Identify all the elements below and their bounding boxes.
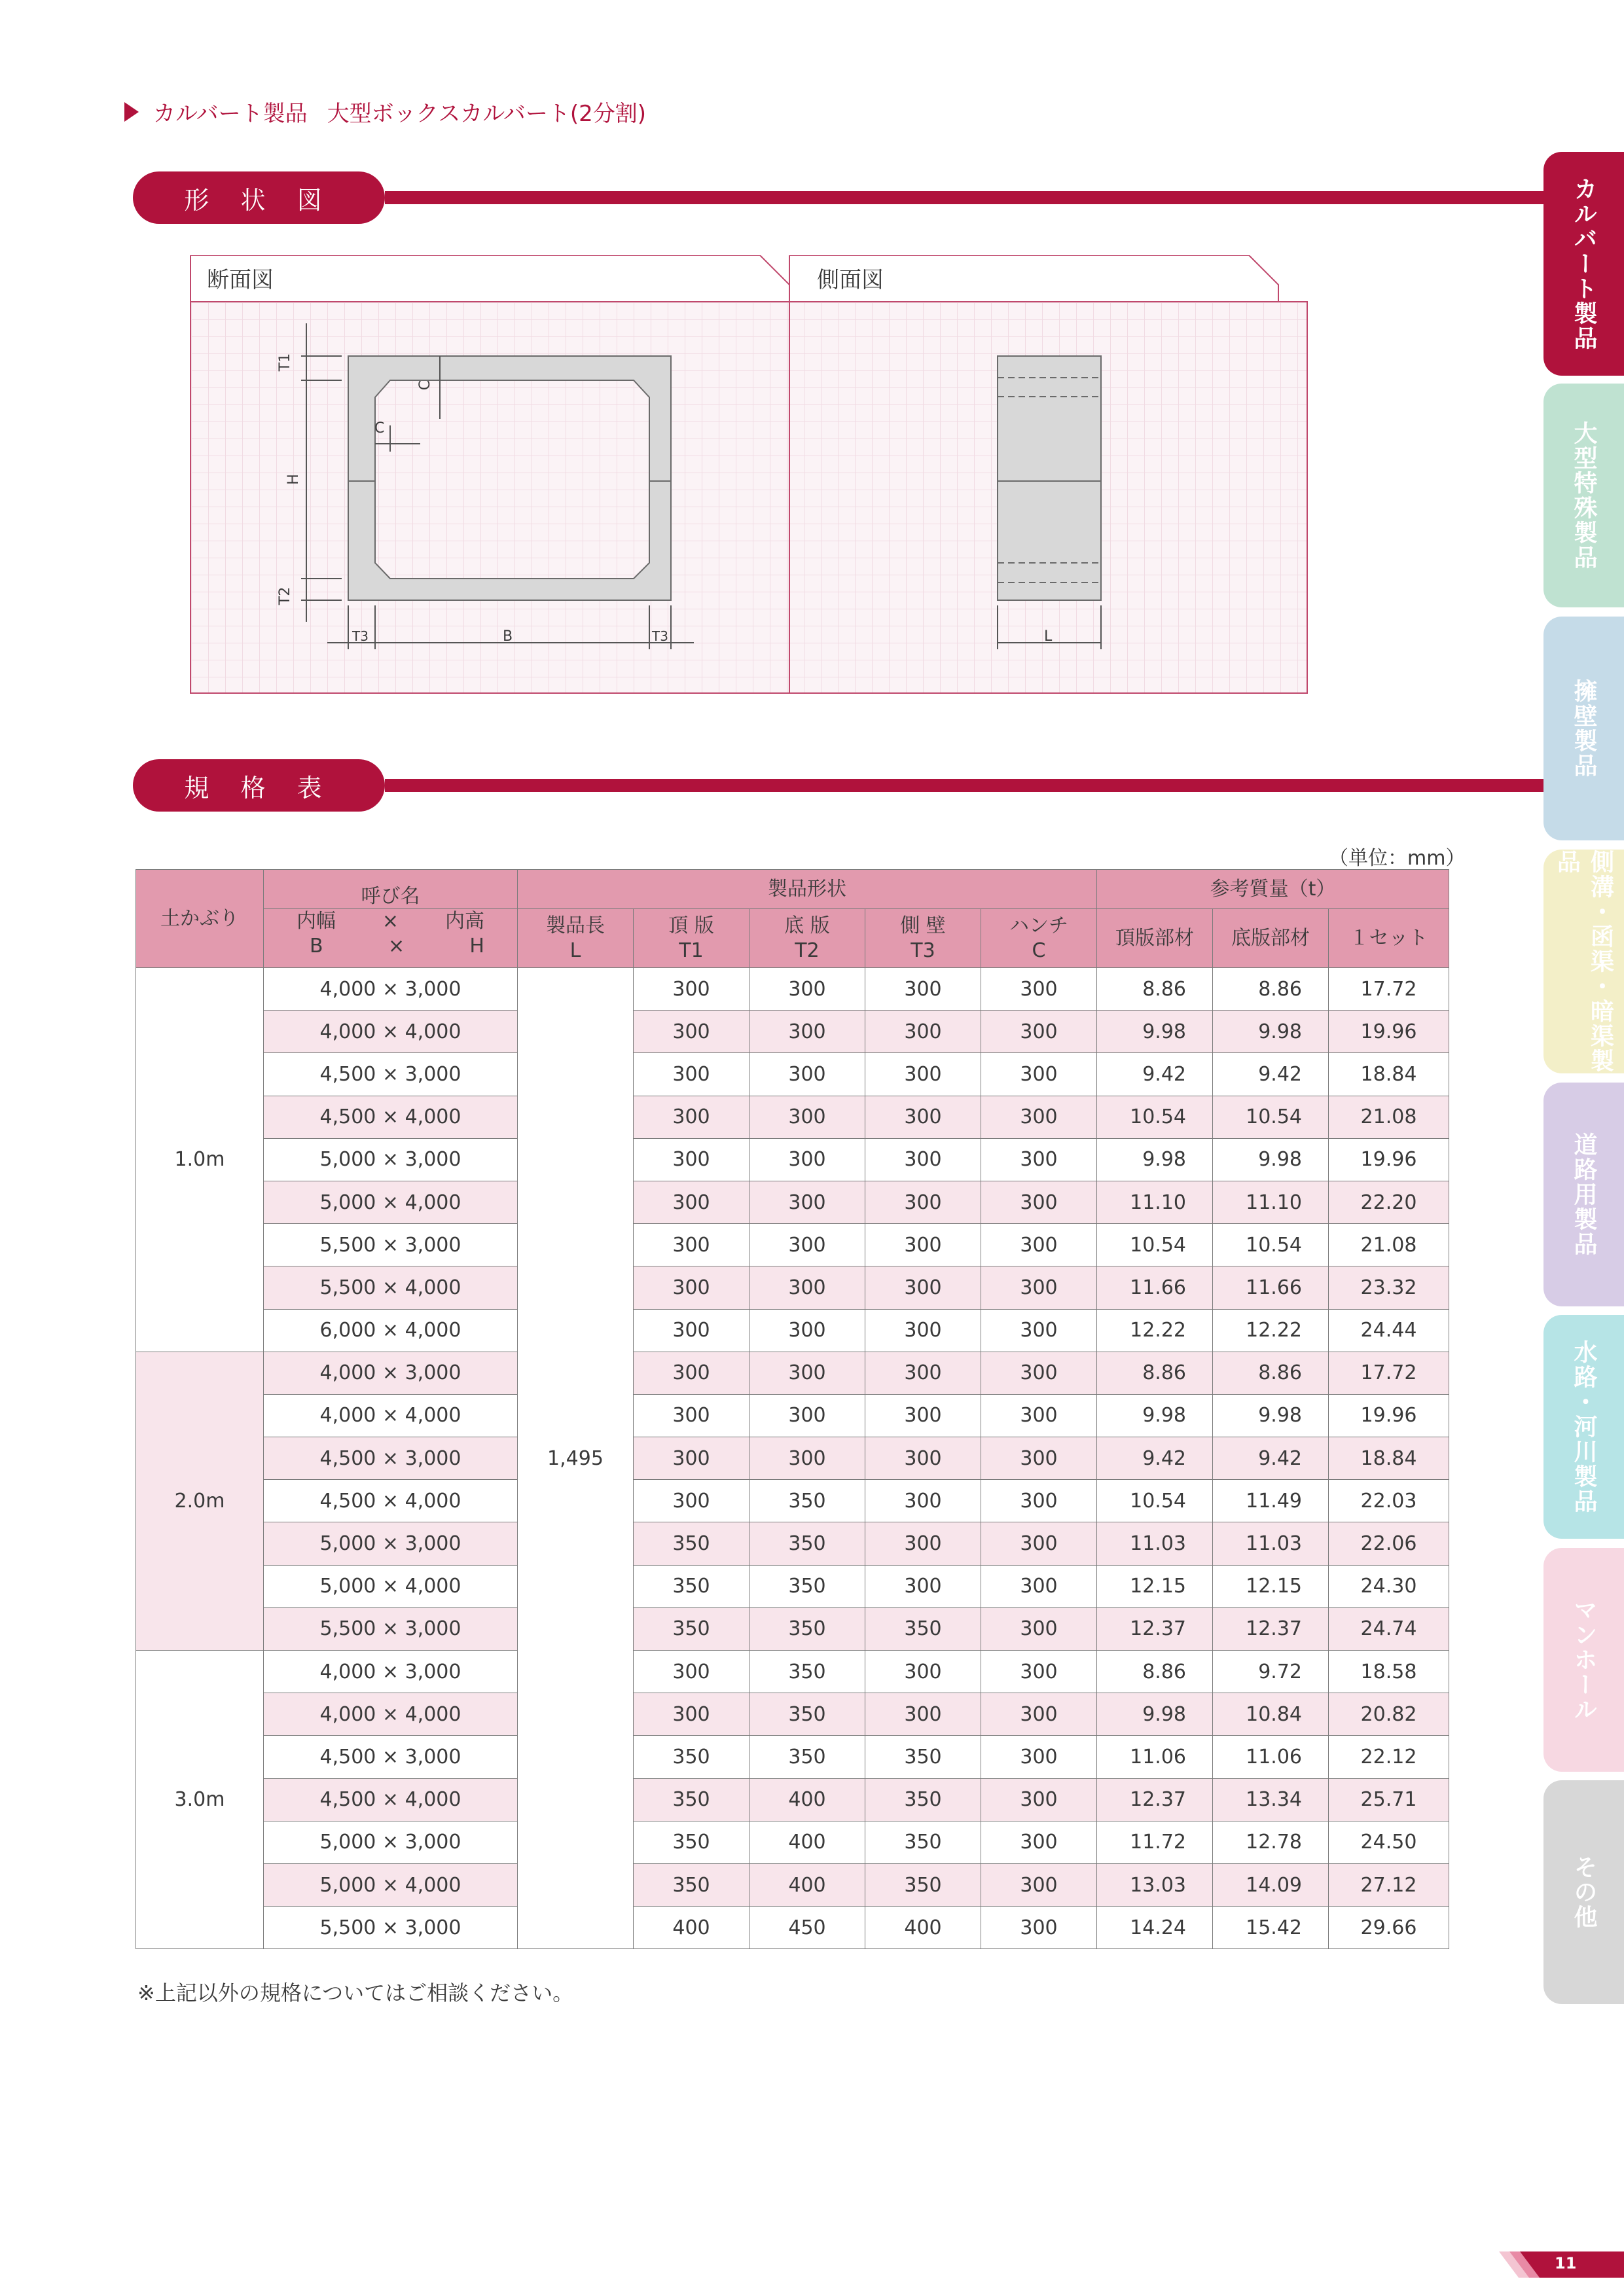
t1-cell: 350	[634, 1565, 749, 1607]
top-weight-cell: 14.24	[1097, 1907, 1213, 1949]
t1-cell: 300	[634, 1693, 749, 1736]
t2-cell: 300	[749, 1011, 865, 1053]
header-haunch	[981, 909, 1097, 968]
name-cell: 4,000 × 3,000	[264, 968, 518, 1011]
header-haunch-symbol: C	[1032, 939, 1046, 962]
table-row	[136, 1863, 1449, 1906]
name-cell: 6,000 × 4,000	[264, 1309, 518, 1352]
t2-cell: 300	[749, 1394, 865, 1437]
name-cell: 5,000 × 4,000	[264, 1863, 518, 1906]
haunch-cell: 300	[981, 1651, 1097, 1693]
haunch-cell: 300	[981, 1522, 1097, 1565]
header-inner-width: 内幅	[297, 910, 336, 933]
section-rule	[385, 779, 1602, 792]
header-t1	[634, 909, 749, 968]
header-t1-label: 頂 版	[668, 914, 714, 937]
t3-cell: 300	[865, 1266, 981, 1309]
t1-cell: 300	[634, 1309, 749, 1352]
set-weight-cell: 27.12	[1329, 1863, 1449, 1906]
t2-cell: 350	[749, 1736, 865, 1778]
t3-cell: 350	[865, 1778, 981, 1821]
dim-label-b: B	[503, 628, 513, 645]
table-row	[136, 1565, 1449, 1607]
table-row	[136, 1607, 1449, 1650]
bottom-weight-cell: 10.54	[1213, 1224, 1329, 1266]
bottom-weight-cell: 9.98	[1213, 1394, 1329, 1437]
set-weight-cell: 22.06	[1329, 1522, 1449, 1565]
dim-label-t2: T2	[277, 586, 294, 605]
haunch-cell: 300	[981, 1053, 1097, 1096]
t3-cell: 350	[865, 1821, 981, 1863]
haunch-cell: 300	[981, 1394, 1097, 1437]
side-tab[interactable]	[1543, 384, 1624, 607]
t1-cell: 300	[634, 1394, 749, 1437]
page-number: 11	[1555, 2254, 1577, 2272]
set-weight-cell: 18.84	[1329, 1437, 1449, 1480]
table-row	[136, 1907, 1449, 1949]
name-cell: 4,000 × 4,000	[264, 1011, 518, 1053]
table-row	[136, 1011, 1449, 1053]
side-tab[interactable]	[1543, 617, 1624, 840]
t1-cell: 350	[634, 1736, 749, 1778]
name-cell: 4,500 × 3,000	[264, 1437, 518, 1480]
t2-cell: 300	[749, 1352, 865, 1394]
top-weight-cell: 11.10	[1097, 1181, 1213, 1223]
table-row	[136, 1352, 1449, 1394]
haunch-cell: 300	[981, 1863, 1097, 1906]
t3-cell: 300	[865, 1437, 981, 1480]
haunch-cell: 300	[981, 968, 1097, 1011]
unit-label: （単位：mm）	[1329, 847, 1466, 870]
header-shape: 製品形状	[518, 870, 1097, 909]
cover-cell: 1.0m	[136, 968, 264, 1352]
side-tab-label: 大型特殊製品	[1570, 421, 1597, 570]
set-weight-cell: 18.58	[1329, 1651, 1449, 1693]
t1-cell: 350	[634, 1821, 749, 1863]
bottom-weight-cell: 8.86	[1213, 1352, 1329, 1394]
set-weight-cell: 17.72	[1329, 1352, 1449, 1394]
side-tab-label: その他	[1570, 1855, 1597, 1929]
name-cell: 4,500 × 3,000	[264, 1053, 518, 1096]
side-view-title: 側面図	[817, 267, 884, 293]
table-row	[136, 1480, 1449, 1522]
side-tab-label: カルバート製品	[1570, 177, 1597, 351]
name-cell: 4,500 × 4,000	[264, 1096, 518, 1138]
t3-cell: 300	[865, 1651, 981, 1693]
table-row	[136, 1693, 1449, 1736]
side-tab[interactable]	[1543, 1548, 1624, 1772]
top-weight-cell: 8.86	[1097, 968, 1213, 1011]
table-row	[136, 1181, 1449, 1223]
bottom-weight-cell: 9.42	[1213, 1437, 1329, 1480]
bottom-weight-cell: 14.09	[1213, 1863, 1329, 1906]
set-weight-cell: 23.32	[1329, 1266, 1449, 1309]
haunch-cell: 300	[981, 1181, 1097, 1223]
set-weight-cell: 18.84	[1329, 1053, 1449, 1096]
bottom-weight-cell: 12.22	[1213, 1309, 1329, 1352]
table-row	[136, 1053, 1449, 1096]
set-weight-cell: 24.30	[1329, 1565, 1449, 1607]
top-weight-cell: 12.37	[1097, 1778, 1213, 1821]
header-top-member: 頂版部材	[1097, 909, 1213, 968]
t3-cell: 300	[865, 1138, 981, 1181]
t3-cell: 300	[865, 1565, 981, 1607]
side-tab[interactable]	[1543, 152, 1624, 376]
dim-label-t3-left: T3	[352, 628, 369, 644]
haunch-cell: 300	[981, 1736, 1097, 1778]
t3-cell: 300	[865, 1011, 981, 1053]
header-set: １セット	[1329, 909, 1449, 968]
header-inner-height: 内高	[444, 910, 484, 933]
t1-cell: 300	[634, 1266, 749, 1309]
t1-cell: 400	[634, 1907, 749, 1949]
t3-cell: 300	[865, 1053, 981, 1096]
top-weight-cell: 11.03	[1097, 1522, 1213, 1565]
top-weight-cell: 10.54	[1097, 1096, 1213, 1138]
header-haunch-label: ハンチ	[1009, 914, 1068, 937]
top-weight-cell: 9.98	[1097, 1011, 1213, 1053]
bottom-weight-cell: 11.10	[1213, 1181, 1329, 1223]
header-times-symbol: ×	[382, 910, 399, 933]
top-weight-cell: 13.03	[1097, 1863, 1213, 1906]
bottom-weight-cell: 9.98	[1213, 1011, 1329, 1053]
set-weight-cell: 21.08	[1329, 1224, 1449, 1266]
t1-cell: 350	[634, 1522, 749, 1565]
bottom-weight-cell: 12.15	[1213, 1565, 1329, 1607]
name-cell: 5,500 × 3,000	[264, 1907, 518, 1949]
t3-cell: 300	[865, 1309, 981, 1352]
section-title-shape: 形 状 図	[133, 171, 385, 224]
bottom-weight-cell: 9.42	[1213, 1053, 1329, 1096]
page-number-badge	[1499, 2251, 1624, 2278]
top-weight-cell: 9.42	[1097, 1437, 1213, 1480]
top-weight-cell: 11.06	[1097, 1736, 1213, 1778]
name-cell: 4,000 × 3,000	[264, 1651, 518, 1693]
name-cell: 4,500 × 4,000	[264, 1778, 518, 1821]
table-row	[136, 1224, 1449, 1266]
top-weight-cell: 12.15	[1097, 1565, 1213, 1607]
spec-table	[135, 869, 1449, 1949]
side-tab-label: 水路・河川製品	[1570, 1340, 1597, 1514]
header-length	[518, 909, 634, 968]
bottom-weight-cell: 8.86	[1213, 968, 1329, 1011]
top-weight-cell: 8.86	[1097, 1651, 1213, 1693]
header-b-symbol: B	[310, 934, 323, 958]
set-weight-cell: 22.03	[1329, 1480, 1449, 1522]
side-tab-label: 道路用製品	[1570, 1132, 1597, 1257]
haunch-cell: 300	[981, 1607, 1097, 1650]
haunch-cell: 300	[981, 1778, 1097, 1821]
t1-cell: 300	[634, 1053, 749, 1096]
t3-cell: 350	[865, 1736, 981, 1778]
t3-cell: 300	[865, 1181, 981, 1223]
set-weight-cell: 19.96	[1329, 1138, 1449, 1181]
bottom-weight-cell: 11.03	[1213, 1522, 1329, 1565]
header-t2-symbol: T2	[795, 939, 820, 962]
set-weight-cell: 19.96	[1329, 1394, 1449, 1437]
set-weight-cell: 29.66	[1329, 1907, 1449, 1949]
t2-cell: 350	[749, 1607, 865, 1650]
name-cell: 5,000 × 3,000	[264, 1821, 518, 1863]
name-cell: 5,000 × 3,000	[264, 1138, 518, 1181]
name-cell: 5,500 × 3,000	[264, 1224, 518, 1266]
set-weight-cell: 22.12	[1329, 1736, 1449, 1778]
t2-cell: 350	[749, 1693, 865, 1736]
table-row	[136, 1651, 1449, 1693]
top-weight-cell: 11.66	[1097, 1266, 1213, 1309]
t1-cell: 350	[634, 1778, 749, 1821]
side-tab-label: 側溝・函渠・暗渠製品	[1553, 850, 1614, 1073]
spec-table-body	[136, 968, 1449, 1949]
t3-cell: 300	[865, 1480, 981, 1522]
dim-label-t1: T1	[277, 353, 294, 372]
set-weight-cell: 19.96	[1329, 1011, 1449, 1053]
top-weight-cell: 9.98	[1097, 1394, 1213, 1437]
breadcrumb-product: 大型ボックスカルバート(2分割)	[327, 101, 647, 127]
t3-cell: 300	[865, 1224, 981, 1266]
t1-cell: 350	[634, 1607, 749, 1650]
table-row	[136, 1522, 1449, 1565]
name-cell: 5,000 × 4,000	[264, 1181, 518, 1223]
t1-cell: 300	[634, 1224, 749, 1266]
header-h-symbol: H	[469, 934, 484, 958]
shape-figure	[190, 255, 1308, 694]
t2-cell: 400	[749, 1821, 865, 1863]
haunch-cell: 300	[981, 1693, 1097, 1736]
name-cell: 4,000 × 4,000	[264, 1693, 518, 1736]
t1-cell: 350	[634, 1863, 749, 1906]
table-row	[136, 1437, 1449, 1480]
name-cell: 5,000 × 3,000	[264, 1522, 518, 1565]
t1-cell: 300	[634, 1181, 749, 1223]
bottom-weight-cell: 11.66	[1213, 1266, 1329, 1309]
name-cell: 4,500 × 4,000	[264, 1480, 518, 1522]
bottom-weight-cell: 13.34	[1213, 1778, 1329, 1821]
table-row	[136, 1138, 1449, 1181]
breadcrumb-category: カルバート製品	[153, 101, 308, 127]
set-weight-cell: 20.82	[1329, 1693, 1449, 1736]
section-title-spec: 規 格 表	[133, 759, 385, 812]
header-weight: 参考質量（t）	[1097, 870, 1449, 909]
header-t3	[865, 909, 981, 968]
set-weight-cell: 25.71	[1329, 1778, 1449, 1821]
top-weight-cell: 10.54	[1097, 1480, 1213, 1522]
top-weight-cell: 9.42	[1097, 1053, 1213, 1096]
bottom-weight-cell: 11.49	[1213, 1480, 1329, 1522]
bottom-weight-cell: 9.72	[1213, 1651, 1329, 1693]
header-t1-symbol: T1	[679, 939, 704, 962]
t3-cell: 300	[865, 1522, 981, 1565]
top-weight-cell: 9.98	[1097, 1693, 1213, 1736]
table-row	[136, 1736, 1449, 1778]
t3-cell: 300	[865, 1693, 981, 1736]
header-name	[264, 870, 518, 909]
set-weight-cell: 24.50	[1329, 1821, 1449, 1863]
top-weight-cell: 8.86	[1097, 1352, 1213, 1394]
header-bottom-member: 底版部材	[1213, 909, 1329, 968]
t2-cell: 350	[749, 1651, 865, 1693]
header-cover: 土かぶり	[136, 870, 264, 968]
side-tab-label: 擁壁製品	[1570, 679, 1597, 778]
header-length-symbol: L	[569, 939, 581, 962]
name-cell: 5,500 × 3,000	[264, 1607, 518, 1650]
t2-cell: 350	[749, 1480, 865, 1522]
haunch-cell: 300	[981, 1224, 1097, 1266]
side-tab-label: マンホール	[1570, 1598, 1597, 1722]
haunch-cell: 300	[981, 1437, 1097, 1480]
t2-cell: 300	[749, 1437, 865, 1480]
cross-section-drawing	[190, 255, 789, 694]
name-cell: 4,000 × 4,000	[264, 1394, 518, 1437]
haunch-cell: 300	[981, 1565, 1097, 1607]
dim-label-c-vertical: C	[417, 380, 434, 391]
t1-cell: 300	[634, 968, 749, 1011]
section-rule	[385, 191, 1602, 204]
t1-cell: 300	[634, 1480, 749, 1522]
t3-cell: 400	[865, 1907, 981, 1949]
t1-cell: 300	[634, 1138, 749, 1181]
set-weight-cell: 17.72	[1329, 968, 1449, 1011]
header-name-sub	[264, 909, 518, 968]
t2-cell: 300	[749, 1138, 865, 1181]
header-t3-label: 側 壁	[900, 914, 946, 937]
table-row	[136, 1309, 1449, 1352]
t1-cell: 300	[634, 1651, 749, 1693]
dim-label-h: H	[285, 474, 302, 485]
t2-cell: 450	[749, 1907, 865, 1949]
haunch-cell: 300	[981, 1266, 1097, 1309]
haunch-cell: 300	[981, 1309, 1097, 1352]
side-tab[interactable]	[1543, 1780, 1624, 2004]
haunch-cell: 300	[981, 1821, 1097, 1863]
table-row	[136, 1266, 1449, 1309]
t2-cell: 300	[749, 1096, 865, 1138]
top-weight-cell: 12.37	[1097, 1607, 1213, 1650]
header-t2	[749, 909, 865, 968]
side-tab[interactable]	[1543, 1315, 1624, 1539]
t2-cell: 400	[749, 1778, 865, 1821]
header-length-label: 製品長	[546, 914, 605, 937]
t1-cell: 300	[634, 1011, 749, 1053]
t2-cell: 400	[749, 1863, 865, 1906]
bottom-weight-cell: 9.98	[1213, 1138, 1329, 1181]
top-weight-cell: 9.98	[1097, 1138, 1213, 1181]
table-row	[136, 1096, 1449, 1138]
t2-cell: 300	[749, 1181, 865, 1223]
haunch-cell: 300	[981, 1480, 1097, 1522]
name-cell: 5,500 × 4,000	[264, 1266, 518, 1309]
haunch-cell: 300	[981, 1011, 1097, 1053]
t2-cell: 300	[749, 1266, 865, 1309]
t2-cell: 350	[749, 1522, 865, 1565]
t1-cell: 300	[634, 1096, 749, 1138]
top-weight-cell: 12.22	[1097, 1309, 1213, 1352]
cross-section-title: 断面図	[207, 267, 274, 293]
t2-cell: 300	[749, 1309, 865, 1352]
table-row	[136, 1821, 1449, 1863]
dim-label-c-horizontal: C	[374, 420, 385, 437]
t1-cell: 300	[634, 1352, 749, 1394]
set-weight-cell: 24.74	[1329, 1607, 1449, 1650]
t3-cell: 300	[865, 1394, 981, 1437]
bottom-weight-cell: 15.42	[1213, 1907, 1329, 1949]
name-cell: 5,000 × 4,000	[264, 1565, 518, 1607]
haunch-cell: 300	[981, 1138, 1097, 1181]
dim-label-l: L	[1044, 628, 1053, 645]
name-cell: 4,000 × 3,000	[264, 1352, 518, 1394]
bottom-weight-cell: 12.37	[1213, 1607, 1329, 1650]
header-name-label: 呼び名	[361, 884, 420, 908]
cover-cell: 3.0m	[136, 1651, 264, 1949]
set-weight-cell: 21.08	[1329, 1096, 1449, 1138]
breadcrumb	[124, 96, 646, 128]
side-view-drawing	[995, 255, 1126, 694]
top-weight-cell: 10.54	[1097, 1224, 1213, 1266]
triangle-bullet-icon	[124, 102, 139, 122]
t2-cell: 300	[749, 1224, 865, 1266]
t3-cell: 300	[865, 1352, 981, 1394]
side-tab[interactable]	[1543, 1083, 1624, 1306]
set-weight-cell: 24.44	[1329, 1309, 1449, 1352]
table-row	[136, 968, 1449, 1011]
t1-cell: 300	[634, 1437, 749, 1480]
top-weight-cell: 11.72	[1097, 1821, 1213, 1863]
t3-cell: 350	[865, 1863, 981, 1906]
name-cell: 4,500 × 3,000	[264, 1736, 518, 1778]
t3-cell: 300	[865, 968, 981, 1011]
footnote: ※上記以外の規格についてはご相談ください。	[137, 1981, 574, 2005]
t3-cell: 300	[865, 1096, 981, 1138]
table-row	[136, 1394, 1449, 1437]
t3-cell: 350	[865, 1607, 981, 1650]
haunch-cell: 300	[981, 1907, 1097, 1949]
t2-cell: 300	[749, 968, 865, 1011]
haunch-cell: 300	[981, 1352, 1097, 1394]
header-t2-label: 底 版	[784, 914, 830, 937]
header-t3-symbol: T3	[911, 939, 935, 962]
bottom-weight-cell: 10.84	[1213, 1693, 1329, 1736]
header-times-symbol: ×	[388, 934, 405, 958]
t2-cell: 300	[749, 1053, 865, 1096]
haunch-cell: 300	[981, 1096, 1097, 1138]
bottom-weight-cell: 12.78	[1213, 1821, 1329, 1863]
length-cell: 1,495	[518, 968, 634, 1949]
bottom-weight-cell: 11.06	[1213, 1736, 1329, 1778]
set-weight-cell: 22.20	[1329, 1181, 1449, 1223]
t2-cell: 350	[749, 1565, 865, 1607]
table-row	[136, 1778, 1449, 1821]
bottom-weight-cell: 10.54	[1213, 1096, 1329, 1138]
cover-cell: 2.0m	[136, 1352, 264, 1650]
side-tab[interactable]	[1543, 850, 1624, 1073]
dim-label-t3-right: T3	[652, 628, 668, 644]
